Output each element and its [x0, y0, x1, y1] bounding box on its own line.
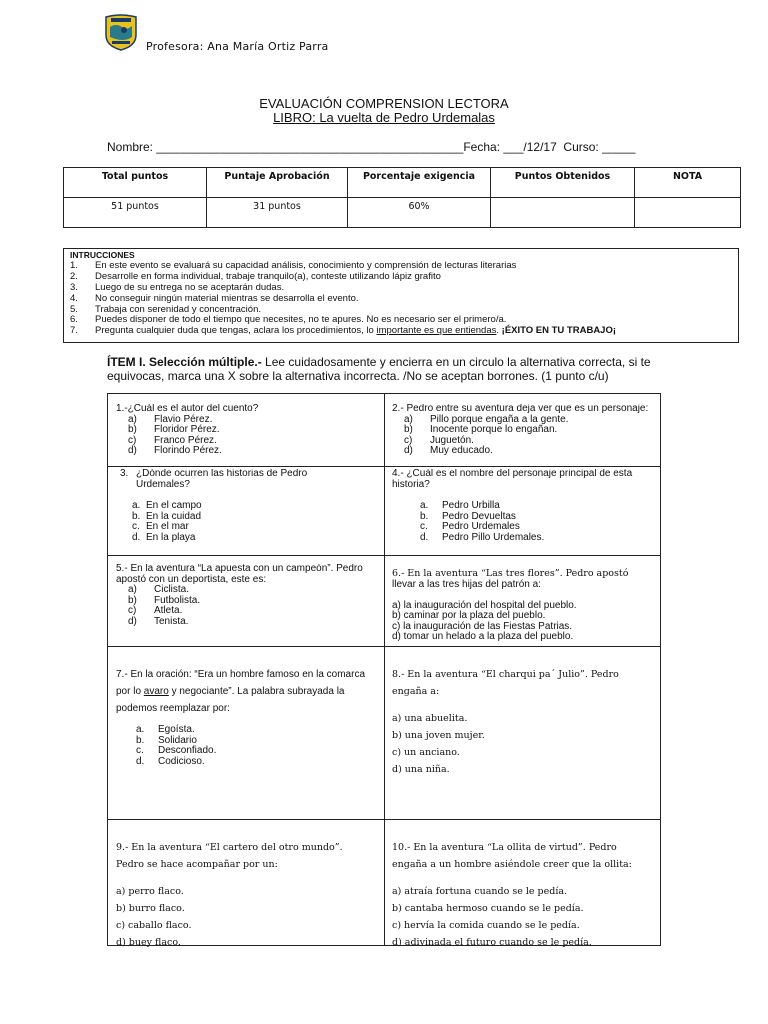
option[interactable]: a) Ciclista.	[128, 584, 190, 595]
option[interactable]: b. En la cuidad	[132, 510, 202, 522]
instruction-item: 7. Pregunta cualquier duda que tengas, aclara los procedimientos, lo importante es que entiendas. ¡ÉXITO EN TU TRABAJO¡	[70, 325, 617, 337]
instruction-item: 6. Puedes disponer de todo el tiempo que necesites, no te apures. No es necesario ser el primero/a.	[70, 314, 507, 326]
header-passing-score: Puntaje Aprobación	[207, 168, 348, 198]
option[interactable]: b) una joven mujer.	[392, 730, 485, 741]
option[interactable]: c. En el mar	[132, 521, 189, 532]
option[interactable]: a. Egoísta.	[136, 724, 195, 735]
book-title: LIBRO: La vuelta de Pedro Urdemalas	[273, 110, 495, 125]
question-2: 2.- Pedro entre su aventura deja ver que es un personaje: a) Pillo porque engaña a la gente. b) Inocente porque lo engañan. c) Juguetón. d) Muy educado.	[392, 404, 654, 457]
question-5: 5.- En la aventura “La apuesta con un campeón”. Pedro apostó con un deportista, este es: a) Ciclista. b) Futbolista. c) Atleta. d) Tenista.	[116, 564, 380, 627]
score-table	[63, 167, 741, 228]
option[interactable]: a. Pedro Urbilla	[420, 500, 500, 511]
instruction-item: 5. Trabaja con serenidad y concentración.	[70, 303, 261, 315]
option[interactable]: d) buey flaco.	[116, 937, 181, 948]
option[interactable]: a. En el campo	[132, 500, 202, 511]
value-passing-score: 31 puntos	[207, 198, 348, 228]
option[interactable]: d) Muy educado.	[404, 445, 493, 456]
points-obtained-field[interactable]	[491, 198, 635, 228]
option[interactable]: a) atraía fortuna cuando se le pedía.	[392, 886, 568, 897]
option[interactable]: b. Solidario	[136, 734, 197, 746]
option[interactable]: d) tomar un helado a la plaza del pueblo.	[392, 631, 574, 642]
header-total-points: Total puntos	[64, 168, 207, 198]
option[interactable]: c) hervía la comida cuando se le pedía.	[392, 920, 580, 931]
option[interactable]: a) perro flaco.	[116, 886, 184, 897]
option[interactable]: a) Pillo porque engaña a la gente.	[404, 413, 569, 425]
option[interactable]: d) Florindo Pérez.	[128, 445, 222, 456]
option[interactable]: a) una abuelita.	[392, 713, 468, 724]
page-title: EVALUACIÓN COMPRENSION LECTORA	[259, 96, 509, 111]
header-grade: NOTA	[635, 168, 741, 198]
option[interactable]: a) la inauguración del hospital del pueblo.	[392, 599, 577, 611]
question-6: 6.- En la aventura “Las tres flores”. Pedro apostó llevar a las tres hijas del patrón a: a) la inauguración del hospital del pueblo. b) caminar por la plaza del pueblo. c) la inauguración de las Fiestas Patrias. d) tomar un helado a la plaza del pueblo.	[392, 568, 658, 643]
option[interactable]: b) Futbolista.	[128, 594, 201, 606]
instruction-item: 4. No conseguir ningún material mientras se desarrolla el evento.	[70, 292, 359, 304]
option[interactable]: d. Codicioso.	[136, 755, 205, 767]
question-9: 9.- En la aventura “El cartero del otro mundo”. Pedro se hace acompañar por un: a) perro flaco. b) burro flaco. c) caballo flaco. d) buey flaco.	[116, 839, 380, 951]
option[interactable]: d. En la playa	[132, 531, 196, 543]
option[interactable]: b) burro flaco.	[116, 903, 185, 914]
option[interactable]: d) una niña.	[392, 764, 450, 775]
option[interactable]: b. Pedro Devueltas	[420, 510, 516, 522]
question-10: 10.- En la aventura “La ollita de virtud”. Pedro engaña a un hombre asiéndole creer que la ollita: a) atraía fortuna cuando se le pedía. b) cantaba hermoso cuando se le pedía. c) hervía la comida cuando se le pedía. d) adivinada el futuro cuando se le pedía.	[392, 839, 658, 951]
option[interactable]: d) Tenista.	[128, 615, 189, 627]
questions-grid	[107, 393, 661, 946]
item-1-instructions: ÍTEM I. Selección múltiple.- Lee cuidadosamente y encierra en un circulo la alternativa correcta, si te equivocas, marca una X sobre la alternativa incorrecta. /No se aceptan borrones. (1 punto c/u)	[107, 355, 651, 383]
option[interactable]: c. Desconfiado.	[136, 745, 217, 756]
question-4: 4.- ¿Cuál es el nombre del personaje principal de esta historia? a. Pedro Urbilla b. Pedro Devueltas c. Pedro Urdemales d. Pedro Pillo Urdemales.	[392, 469, 654, 543]
student-info-line[interactable]: Nombre: ______________________________________________Fecha: ___/12/17 Curso: _____	[107, 140, 636, 154]
value-percentage: 60%	[348, 198, 491, 228]
option[interactable]: d) adivinada el futuro cuando se le pedía.	[392, 937, 592, 948]
instructions-heading: INTRUCCIONES	[70, 250, 135, 260]
option[interactable]: d. Pedro Pillo Urdemales.	[420, 531, 545, 543]
question-8: 8.- En la aventura “El charqui pa´ Julio”. Pedro engaña a: a) una abuelita. b) una joven mujer. c) un anciano. d) una niña.	[392, 666, 654, 778]
question-1: 1.-¿Cuál es el autor del cuento? a) Flavio Pérez. b) Floridor Pérez. c) Franco Pérez. d) Florindo Pérez.	[116, 404, 380, 457]
option[interactable]: c) Juguetón.	[404, 434, 474, 446]
option[interactable]: c) un anciano.	[392, 747, 460, 758]
option[interactable]: c) Franco Pérez.	[128, 434, 217, 446]
option[interactable]: b) caminar por la plaza del pueblo.	[392, 610, 546, 621]
question-3: 3. ¿Dónde ocurren las historias de Pedro Urdemales? a. En el campo b. En la cuidad c. En el mar d. En la playa	[116, 469, 380, 543]
question-7: 7.- En la oración: “Era un hombre famoso en la comarca por lo avaro y negociante”. La palabra subrayada la podemos reemplazar por: a. Egoísta. b. Solidario c. Desconfiado. d. Codicioso.	[116, 669, 366, 767]
instruction-item: 2. Desarrolle en forma individual, trabaje tranquilo(a), conteste utilizando lápiz grafito	[70, 270, 441, 282]
grade-field[interactable]	[635, 198, 741, 228]
school-crest-icon	[104, 13, 138, 51]
option[interactable]: b) Floridor Pérez.	[128, 424, 220, 435]
teacher-name: Profesora: Ana María Ortiz Parra	[146, 40, 329, 53]
option[interactable]: c. Pedro Urdemales	[420, 521, 520, 532]
value-total-points: 51 puntos	[64, 198, 207, 228]
header-points-obtained: Puntos Obtenidos	[491, 168, 635, 198]
instruction-item: 3. Luego de su entrega no se aceptarán dudas.	[70, 281, 285, 293]
option[interactable]: c) caballo flaco.	[116, 920, 192, 931]
header-percentage: Porcentaje exigencia	[348, 168, 491, 198]
option[interactable]: b) Inocente porque lo engañan.	[404, 424, 558, 435]
option[interactable]: c) la inauguración de las Fiestas Patrias.	[392, 620, 573, 632]
option[interactable]: b) cantaba hermoso cuando se le pedía.	[392, 903, 584, 914]
instruction-item: 1. En este evento se evaluará su capacidad análisis, conocimiento y comprensión de lecturas literarias	[70, 259, 517, 271]
option[interactable]: c) Atleta.	[128, 605, 183, 616]
instructions-box	[63, 248, 739, 343]
option[interactable]: a) Flavio Pérez.	[128, 413, 213, 425]
